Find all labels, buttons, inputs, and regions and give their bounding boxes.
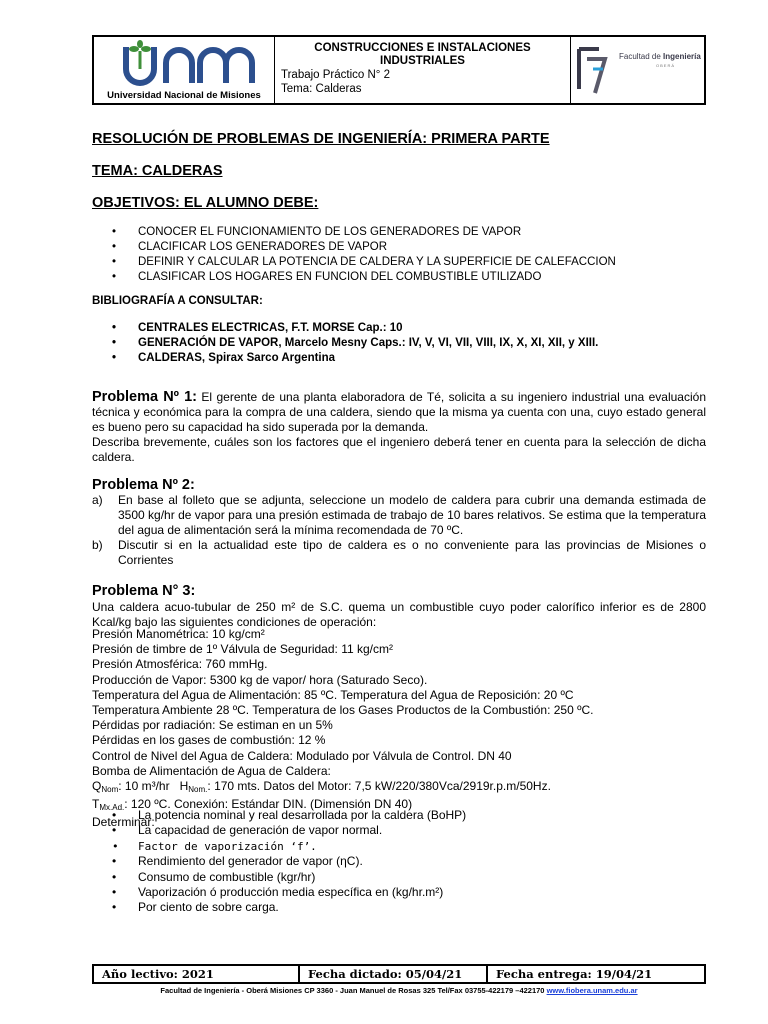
list-item: • CENTRALES ELECTRICAS, F.T. MORSE Cap.: 10 — [112, 321, 598, 336]
determine-label: Determinar: — [92, 815, 155, 830]
list-item: • Consumo de combustible (kgr/hr) — [112, 870, 466, 885]
t-symbol: T — [92, 797, 100, 812]
list-item: • CLACIFICAR LOS GENERADORES DE VAPOR — [112, 240, 616, 255]
practice-topic: Tema: Calderas — [281, 83, 362, 95]
course-info-cell — [275, 37, 571, 103]
topic-title: TEMA: CALDERAS — [92, 163, 223, 179]
h-symbol: H — [179, 779, 189, 794]
footer-address-text: Facultad de Ingeniería - Oberá Misiones CP 3360 - Juan Manuel de Rosas 325 Tel/Fax 03755-422179 –422170 — [160, 986, 545, 995]
academic-year: Año lectivo: 2021 — [94, 966, 300, 982]
item-b-label: b) — [92, 538, 103, 552]
objectives-list — [112, 225, 616, 285]
item-b-text: Discutir si en la actualidad este tipo de caldera es o no conveniente para las provincias de Misiones o Corrientes — [118, 538, 706, 567]
section-title: RESOLUCIÓN DE PROBLEMAS DE INGENIERÍA: PRIMERA PARTE — [92, 131, 550, 147]
problem-1-text: El gerente de una planta elaboradora de Té, solicita a su ingeniero industrial una evaluación técnica y económica para la compra de una caldera, siendo que la misma ya cuenta con una, cuyo estado general es bueno pero su capacidad ha sido superada por la demanda. — [92, 390, 706, 434]
condition-line: Bomba de Alimentación de Agua de Caldera: — [92, 763, 331, 778]
problem-3-intro: Una caldera acuo-tubular de 250 m² de S.C. quema un combustible cuyo poder calorífico inferior es de 2800 Kcal/kg bajo las siguientes condiciones de operación: — [92, 600, 706, 629]
determine-list — [112, 808, 466, 916]
problem-3-title: Problema N° 3: — [92, 583, 196, 599]
condition-line: Presión Atmosférica: 760 mmHg. — [92, 657, 268, 672]
condition-line: Producción de Vapor: 5300 kg de vapor/ hora (Saturado Seco). — [92, 672, 428, 687]
course-title: CONSTRUCCIONES E INSTALACIONES INDUSTRIALES — [314, 42, 531, 67]
condition-line: Pérdidas por radiación: Se estiman en un 5% — [92, 718, 333, 733]
condition-line: Presión de timbre de 1º Válvula de Seguridad: 11 kg/cm² — [92, 642, 393, 657]
unm-logo — [96, 39, 272, 91]
condition-line: Temperatura Ambiente 28 ºC. Temperatura de los Gases Productos de la Combustión: 250 ºC. — [92, 703, 594, 718]
q-value: : 10 m³/hr — [118, 779, 170, 794]
date-due: Fecha entrega: 19/04/21 — [496, 967, 653, 981]
faculty-logo-icon — [575, 43, 615, 99]
condition-line: Control de Nivel del Agua de Caldera: Modulado por Válvula de Control. DN 40 — [92, 748, 512, 763]
t-subscript: Mx.Ad. — [99, 803, 125, 813]
faculty-website-link[interactable]: www.fiobera.unam.edu.ar — [546, 986, 638, 995]
h-value: : 170 mts. Datos del Motor: 7,5 kW/220/380Vca/2919r.p.m/50Hz. — [207, 779, 551, 794]
list-item: • La potencia nominal y real desarrollada por la caldera (BoHP) — [112, 808, 466, 823]
q-symbol: Q — [92, 779, 102, 794]
problem-2-title: Problema Nº 2: — [92, 477, 195, 493]
problem-1-text-2: Describa brevemente, cuáles son los factores que el ingeniero deberá tener en cuenta para la selección de dicha caldera. — [92, 435, 706, 464]
h-subscript: Nom. — [188, 785, 208, 795]
list-item: • DEFINIR Y CALCULAR LA POTENCIA DE CALDERA Y LA SUPERFICIE DE CALEFACCION — [112, 255, 616, 270]
list-item: • Por ciento de sobre carga. — [112, 900, 466, 915]
condition-line: Presión Manométrica: 10 kg/cm² — [92, 627, 265, 641]
unm-logo-cell — [94, 37, 275, 103]
list-item: • GENERACIÓN DE VAPOR, Marcelo Mesny Caps.: IV, V, VI, VII, VIII, IX, X, XI, XII, y XIII. — [112, 336, 598, 351]
faculty-logo-prefix: Facultad de — [619, 52, 661, 61]
list-item: • CLASIFICAR LOS HOGARES EN FUNCION DEL COMBUSTIBLE UTILIZADO — [112, 270, 616, 285]
list-item: • CALDERAS, Spirax Sarco Argentina — [112, 351, 598, 366]
list-item: • Rendimiento del generador de vapor (ηC). — [112, 854, 466, 869]
t-value: : 120 ºC. Conexión: Estándar DIN. (Dimensión DN 40) — [124, 797, 413, 812]
problem-1 — [92, 390, 706, 465]
faculty-logo-cell — [571, 37, 704, 103]
faculty-logo-name: Ingeniería — [663, 52, 701, 61]
footer-table — [92, 964, 706, 984]
condition-line: Temperatura del Agua de Alimentación: 85 ºC. Temperatura del Agua de Reposición: 20 ºC — [92, 687, 574, 702]
list-item: • Vaporización ó producción media específica en (kg/hr.m²) — [112, 885, 466, 900]
objectives-title: OBJETIVOS: EL ALUMNO DEBE: — [92, 195, 319, 211]
q-subscript: Nom — [101, 785, 119, 795]
condition-line: Pérdidas en los gases de combustión: 12 % — [92, 733, 326, 748]
operating-conditions — [92, 627, 706, 831]
list-item: • CONOCER EL FUNCIONAMIENTO DE LOS GENERADORES DE VAPOR — [112, 225, 616, 240]
faculty-logo-text — [619, 52, 701, 61]
footer-address — [92, 986, 706, 995]
bibliography-list — [112, 321, 598, 366]
document-header — [92, 35, 706, 105]
practice-number: Trabajo Práctico N° 2 — [281, 69, 390, 81]
problem-2-item-b — [92, 538, 706, 568]
university-name: Universidad Nacional de Misiones — [107, 90, 261, 101]
list-item: • La capacidad de generación de vapor normal. — [112, 823, 466, 838]
item-a-text: En base al folleto que se adjunta, seleccione un modelo de caldera para cubrir una demanda estimada de 3500 kg/hr de vapor para una presión estimada de trabajo de 10 bares relativos. Se estima que la temperatura del agua de alimentación será la mínima recomendada de 70 ºC. — [118, 493, 706, 537]
bibliography-title: BIBLIOGRAFÍA A CONSULTAR: — [92, 295, 263, 307]
date-dictated: Fecha dictado: 05/04/21 — [300, 966, 488, 982]
faculty-logo-sub: OBERÁ — [656, 63, 676, 68]
item-a-label: a) — [92, 493, 103, 507]
list-item: • Factor de vaporización ‘f’. — [112, 839, 466, 854]
pump-flow-line — [92, 779, 706, 797]
problem-1-title: Problema Nº 1: — [92, 389, 197, 405]
problem-2-item-a — [92, 493, 706, 538]
